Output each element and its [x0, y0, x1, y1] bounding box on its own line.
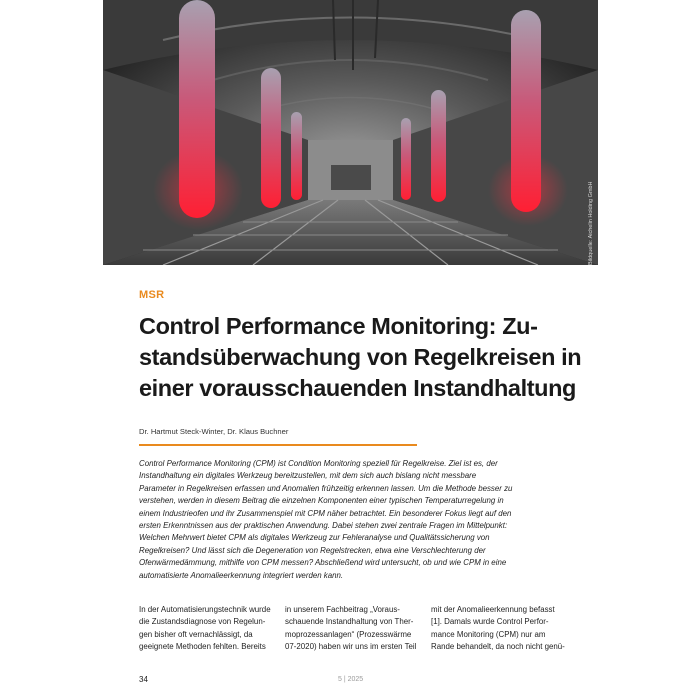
- photo-credit: Bildquelle: Aichelin Holding GmbH: [588, 181, 594, 265]
- lead-line: automatisierte Anomalieerkennung integriert werden kann.: [139, 570, 344, 580]
- body-line: mit der Anomalieerkennung befasst: [431, 605, 555, 614]
- lead-line: Ofenwärmedämmung, mithilfe von CPM messen? Abschließend wird untersucht, ob und wie CPM in eine: [139, 558, 507, 568]
- body-line: in unserem Fachbeitrag „Voraus-: [285, 605, 400, 614]
- article-title: [139, 311, 582, 404]
- lead-line: ersten Erkenntnissen aus der praktischen Anwendung. Dabei stehen zwei zentrale Fragen im Mittelpunkt:: [139, 521, 508, 531]
- body-column-1: [139, 604, 272, 654]
- body-line: Rande behandelt, da noch nicht genü-: [431, 642, 565, 652]
- body-line: schauende Instandhaltung von Ther-: [285, 617, 414, 627]
- article-lead: [139, 458, 564, 582]
- lead-line: Welchen Mehrwert bietet CPM als digitales Werkzeug zur Fehleranalyse und Qualitätssicherung von: [139, 533, 490, 543]
- furnace-photo: [103, 0, 598, 265]
- body-column-3: [431, 604, 564, 654]
- title-line: einer vorausschauenden Instandhaltung: [139, 375, 577, 401]
- body-column-2: [285, 604, 418, 654]
- body-line: In der Automatisierungstechnik wurde: [139, 605, 271, 614]
- body-line: moprozessanlagen“ (Prozesswärme: [285, 629, 412, 639]
- section-kicker: MSR: [139, 289, 165, 301]
- furnace-illustration: [103, 0, 598, 265]
- lead-line: Parameter in Regelkreisen erfassen und Anomalien frühzeitig erkennen lassen. Um die Methode besser zu: [139, 483, 513, 493]
- lead-line: einem Industrieofen und ihr Zusammenspiel mit CPM näher betrachtet. Ein besonderer Fokus liegt auf den: [139, 508, 512, 518]
- lead-line: verstehen, werden in diesem Beitrag die einzelnen Komponenten einer typischen Temperaturregelung in: [139, 496, 504, 506]
- body-line: gen bisher oft vernachlässigt, da: [139, 629, 253, 639]
- lead-line: Regelkreisen? Und lässt sich die Degeneration von Regelstrecken, etwa eine Verschlechterung der: [139, 545, 486, 555]
- accent-rule: [139, 444, 417, 446]
- page-number: 34: [139, 675, 148, 684]
- body-line: [1]. Damals wurde Control Perfor-: [431, 617, 549, 627]
- body-line: geeignete Methoden fehlten. Bereits: [139, 642, 266, 652]
- body-line: die Zustandsdiagnose von Regelun-: [139, 617, 266, 627]
- body-line: mance Monitoring (CPM) nur am: [431, 629, 546, 639]
- lead-line: Instandhaltung ein digitales Werkzeug bereitzustellen, mit dem sich auch bislang nicht messbare: [139, 471, 477, 481]
- lead-line: Control Performance Monitoring (CPM) ist Condition Monitoring speziell für Regelkreise. Ziel ist es, der: [139, 459, 498, 468]
- article-authors: Dr. Hartmut Steck-Winter, Dr. Klaus Buchner: [139, 427, 289, 436]
- issue-label: 5 | 2025: [338, 676, 364, 683]
- title-line: Control Performance Monitoring: Zu-: [139, 313, 538, 339]
- body-line: 07-2020) haben wir uns im ersten Teil: [285, 642, 417, 652]
- title-line: standsüberwachung von Regelkreisen in: [139, 344, 582, 370]
